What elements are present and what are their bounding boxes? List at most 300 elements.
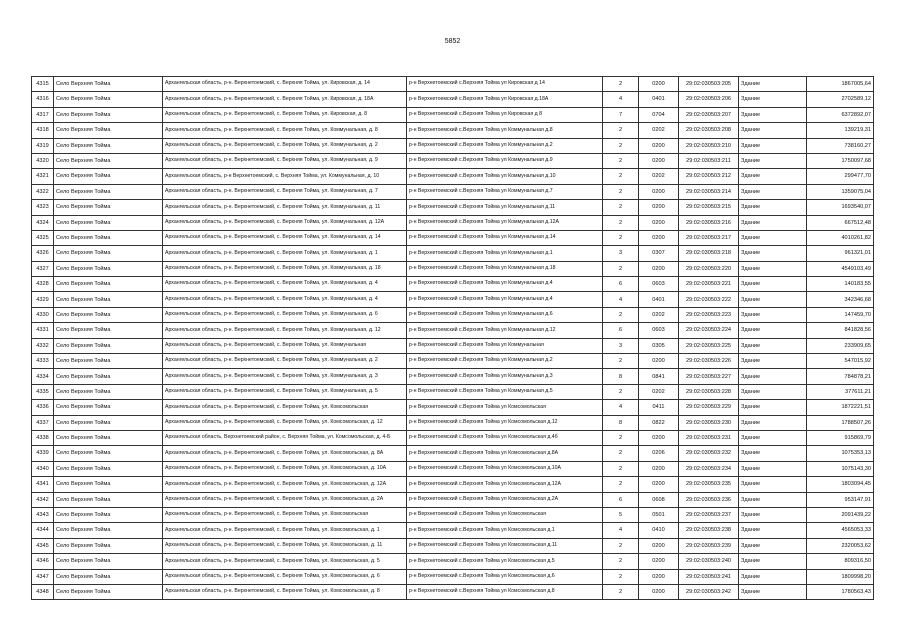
short-address-cell: р-н Верхнетоемский с.Верхняя Тойма ул Кировская д.18А bbox=[407, 92, 603, 107]
object-type-cell: Здание bbox=[739, 200, 807, 215]
short-address-cell: р-н Верхнетоемский с.Верхняя Тойма ул Комсомольская д.12 bbox=[407, 415, 603, 430]
settlement-cell: Село Верхняя Тойма bbox=[54, 338, 163, 353]
short-address-cell: р-н Верхнетоемский с.Верхняя Тойма ул Комсомольская д.1 bbox=[407, 523, 603, 538]
address-cell: Архангельская область, р-н. Верхнетоемский, с. Верхняя Тойма, ул. Коммунальная bbox=[163, 338, 407, 353]
object-type-cell: Здание bbox=[739, 277, 807, 292]
settlement-cell: Село Верхняя Тойма bbox=[54, 107, 163, 122]
cadastral-value-cell: 1803094,45 bbox=[807, 477, 874, 492]
floors-cell: 2 bbox=[603, 230, 639, 245]
floors-cell: 2 bbox=[603, 384, 639, 399]
table-row bbox=[32, 400, 874, 415]
row-number-cell: 4344 bbox=[32, 523, 54, 538]
code-cell: 0410 bbox=[639, 523, 679, 538]
floors-cell: 2 bbox=[603, 184, 639, 199]
cadastral-number-cell: 29:02:030503:232 bbox=[679, 446, 739, 461]
address-cell: Архангельская область, р-н. Верхнетоемский, с. Верхняя Тойма, ул. Коммунальная, д. 12 bbox=[163, 323, 407, 338]
cadastral-value-cell: 140183,55 bbox=[807, 277, 874, 292]
table-body bbox=[32, 77, 874, 600]
cadastral-value-cell: 1809998,20 bbox=[807, 569, 874, 584]
settlement-cell: Село Верхняя Тойма bbox=[54, 477, 163, 492]
object-type-cell: Здание bbox=[739, 169, 807, 184]
settlement-cell: Село Верхняя Тойма bbox=[54, 153, 163, 168]
table-row bbox=[32, 538, 874, 553]
cadastral-value-cell: 1780563,43 bbox=[807, 584, 874, 599]
cadastral-value-cell: 1867005,64 bbox=[807, 77, 874, 92]
cadastral-number-cell: 29:02:030503:214 bbox=[679, 184, 739, 199]
address-cell: Архангельская область, р-н. Верхнетоемский, с. Верхняя Тойма, ул. Комсомольская bbox=[163, 507, 407, 522]
floors-cell: 5 bbox=[603, 507, 639, 522]
short-address-cell: р-н Верхнетоемский с.Верхняя Тойма ул Коммунальная д.10 bbox=[407, 169, 603, 184]
cadastral-value-cell: 4010261,82 bbox=[807, 230, 874, 245]
short-address-cell: р-н Верхнетоемский с.Верхняя Тойма ул Коммунальная д.4 bbox=[407, 292, 603, 307]
code-cell: 0200 bbox=[639, 430, 679, 445]
cadastral-number-cell: 29:02:030503:215 bbox=[679, 200, 739, 215]
cadastral-number-cell: 29:02:030503:205 bbox=[679, 77, 739, 92]
code-cell: 0822 bbox=[639, 415, 679, 430]
cadastral-value-cell: 809316,50 bbox=[807, 554, 874, 569]
settlement-cell: Село Верхняя Тойма bbox=[54, 430, 163, 445]
cadastral-value-cell: 1075143,30 bbox=[807, 461, 874, 476]
settlement-cell: Село Верхняя Тойма bbox=[54, 584, 163, 599]
address-cell: Архангельская область, р-н. Верхнетоемский, с. Верхняя Тойма, ул. Комсомольская, д. 12 bbox=[163, 415, 407, 430]
floors-cell: 4 bbox=[603, 523, 639, 538]
short-address-cell: р-н Верхнетоемский с.Верхняя Тойма ул Коммунальная д.8 bbox=[407, 123, 603, 138]
cadastral-value-cell: 961321,01 bbox=[807, 246, 874, 261]
code-cell: 0200 bbox=[639, 569, 679, 584]
row-number-cell: 4332 bbox=[32, 338, 54, 353]
cadastral-value-cell: 953147,91 bbox=[807, 492, 874, 507]
cadastral-value-cell: 547015,92 bbox=[807, 354, 874, 369]
settlement-cell: Село Верхняя Тойма bbox=[54, 215, 163, 230]
object-type-cell: Здание bbox=[739, 461, 807, 476]
floors-cell: 2 bbox=[603, 354, 639, 369]
settlement-cell: Село Верхняя Тойма bbox=[54, 554, 163, 569]
address-cell: Архангельская область, р-н. Верхнетоемский, с. Верхняя Тойма, ул. Коммунальная, д. 4 bbox=[163, 277, 407, 292]
cadastral-value-cell: 299477,70 bbox=[807, 169, 874, 184]
object-type-cell: Здание bbox=[739, 307, 807, 322]
cadastral-value-cell: 1750097,68 bbox=[807, 153, 874, 168]
address-cell: Архангельская область, р-н. Верхнетоемский, с. Верхняя Тойма, ул. Комсомольская, д. 5 bbox=[163, 554, 407, 569]
floors-cell: 2 bbox=[603, 77, 639, 92]
address-cell: Архангельская область, р-н. Верхнетоемский, с. Верхняя Тойма, ул. Комсомольская, д. 8А bbox=[163, 446, 407, 461]
cadastral-value-cell: 342346,68 bbox=[807, 292, 874, 307]
address-cell: Архангельская область, р-н. Верхнетоемский, с. Верхняя Тойма, ул. Комсомольская, д. 1 bbox=[163, 523, 407, 538]
settlement-cell: Село Верхняя Тойма bbox=[54, 369, 163, 384]
code-cell: 0200 bbox=[639, 354, 679, 369]
table-row bbox=[32, 384, 874, 399]
table-row bbox=[32, 477, 874, 492]
cadastral-value-cell: 784878,21 bbox=[807, 369, 874, 384]
code-cell: 0202 bbox=[639, 307, 679, 322]
row-number-cell: 4335 bbox=[32, 384, 54, 399]
floors-cell: 2 bbox=[603, 215, 639, 230]
object-type-cell: Здание bbox=[739, 477, 807, 492]
cadastral-value-cell: 147459,70 bbox=[807, 307, 874, 322]
short-address-cell: р-н Верхнетоемский с.Верхняя Тойма ул Комсомольская д.10А bbox=[407, 461, 603, 476]
cadastral-number-cell: 29:02:030503:206 bbox=[679, 92, 739, 107]
cadastral-value-cell: 1359075,04 bbox=[807, 184, 874, 199]
cadastral-number-cell: 29:02:030503:242 bbox=[679, 584, 739, 599]
object-type-cell: Здание bbox=[739, 430, 807, 445]
cadastral-value-cell: 4565053,33 bbox=[807, 523, 874, 538]
short-address-cell: р-н Верхнетоемский с.Верхняя Тойма ул Комсомольская д.2А bbox=[407, 492, 603, 507]
address-cell: Архангельская область, р-н. Верхнетоемский, с. Верхняя Тойма, ул. Коммунальная, д. 5 bbox=[163, 384, 407, 399]
row-number-cell: 4347 bbox=[32, 569, 54, 584]
short-address-cell: р-н Верхнетоемский с.Верхняя Тойма ул Комсомольская д.5 bbox=[407, 554, 603, 569]
floors-cell: 4 bbox=[603, 400, 639, 415]
settlement-cell: Село Верхняя Тойма bbox=[54, 92, 163, 107]
short-address-cell: р-н Верхнетоемский с.Верхняя Тойма ул Кировская д 8 bbox=[407, 107, 603, 122]
object-type-cell: Здание bbox=[739, 584, 807, 599]
code-cell: 0603 bbox=[639, 323, 679, 338]
short-address-cell: р-н Верхнетоемский с.Верхняя Тойма ул Коммунальная д.2 bbox=[407, 138, 603, 153]
row-number-cell: 4345 bbox=[32, 538, 54, 553]
row-number-cell: 4317 bbox=[32, 107, 54, 122]
short-address-cell: р-н Верхнетоемский с.Верхняя Тойма ул Коммунальная д.18 bbox=[407, 261, 603, 276]
settlement-cell: Село Верхняя Тойма bbox=[54, 261, 163, 276]
row-number-cell: 4338 bbox=[32, 430, 54, 445]
row-number-cell: 4316 bbox=[32, 92, 54, 107]
settlement-cell: Село Верхняя Тойма bbox=[54, 230, 163, 245]
cadastral-number-cell: 29:02:030503:236 bbox=[679, 492, 739, 507]
object-type-cell: Здание bbox=[739, 354, 807, 369]
cadastral-number-cell: 29:02:030503:234 bbox=[679, 461, 739, 476]
table-row bbox=[32, 123, 874, 138]
table-row bbox=[32, 261, 874, 276]
cadastral-value-cell: 841828,56 bbox=[807, 323, 874, 338]
short-address-cell: р-н Верхнетоемский с.Верхняя Тойма ул Коммунальная д.12А bbox=[407, 215, 603, 230]
table-row bbox=[32, 92, 874, 107]
row-number-cell: 4321 bbox=[32, 169, 54, 184]
cadastral-value-cell: 139219,31 bbox=[807, 123, 874, 138]
settlement-cell: Село Верхняя Тойма bbox=[54, 200, 163, 215]
settlement-cell: Село Верхняя Тойма bbox=[54, 123, 163, 138]
cadastral-value-cell: 1788507,26 bbox=[807, 415, 874, 430]
cadastral-number-cell: 29:02:030503:208 bbox=[679, 123, 739, 138]
table-row bbox=[32, 169, 874, 184]
object-type-cell: Здание bbox=[739, 400, 807, 415]
row-number-cell: 4322 bbox=[32, 184, 54, 199]
object-type-cell: Здание bbox=[739, 384, 807, 399]
code-cell: 0202 bbox=[639, 123, 679, 138]
settlement-cell: Село Верхняя Тойма bbox=[54, 538, 163, 553]
settlement-cell: Село Верхняя Тойма bbox=[54, 415, 163, 430]
cadastral-number-cell: 29:02:030503:235 bbox=[679, 477, 739, 492]
floors-cell: 2 bbox=[603, 584, 639, 599]
row-number-cell: 4339 bbox=[32, 446, 54, 461]
floors-cell: 4 bbox=[603, 292, 639, 307]
short-address-cell: р-н Верхнетоемский с.Верхняя Тойма ул Комсомольская д.8 bbox=[407, 584, 603, 599]
object-type-cell: Здание bbox=[739, 446, 807, 461]
floors-cell: 6 bbox=[603, 323, 639, 338]
address-cell: Архангельская область, р-н. Верхнетоемский, с. Верхняя Тойма, ул. Кировская, д. 14 bbox=[163, 77, 407, 92]
address-cell: Архангельская область, р-н. Верхнетоемский, с. Верхняя Тойма, ул. Комсомольская, д. 11 bbox=[163, 538, 407, 553]
cadastral-number-cell: 29:02:030503:227 bbox=[679, 369, 739, 384]
cadastral-value-cell: 2702589,12 bbox=[807, 92, 874, 107]
object-type-cell: Здание bbox=[739, 123, 807, 138]
floors-cell: 2 bbox=[603, 123, 639, 138]
code-cell: 0202 bbox=[639, 169, 679, 184]
floors-cell: 2 bbox=[603, 446, 639, 461]
cadastral-number-cell: 29:02:030503:238 bbox=[679, 523, 739, 538]
address-cell: Архангельская область, р-н. Верхнетоемский, с. Верхняя Тойма, ул. Комсомольская, д. 10А bbox=[163, 461, 407, 476]
short-address-cell: р-н Верхнетоемский с.Верхняя Тойма ул Коммунальная д.12 bbox=[407, 323, 603, 338]
floors-cell: 2 bbox=[603, 261, 639, 276]
address-cell: Архангельская область, р-н. Верхнетоемский, с. Верхняя Тойма, ул. Комсомольская, д. 6 bbox=[163, 569, 407, 584]
table-row bbox=[32, 323, 874, 338]
floors-cell: 2 bbox=[603, 307, 639, 322]
table-row bbox=[32, 584, 874, 599]
address-cell: Архангельская область, р-н. Верхнетоемский, с. Верхняя Тойма, ул. Комсомольская, д. 2А bbox=[163, 492, 407, 507]
address-cell: Архангельская область, р-н. Верхнетоемский, с. Верхняя Тойма, ул. Коммунальная, д. 2 bbox=[163, 354, 407, 369]
floors-cell: 2 bbox=[603, 477, 639, 492]
row-number-cell: 4327 bbox=[32, 261, 54, 276]
floors-cell: 4 bbox=[603, 92, 639, 107]
object-type-cell: Здание bbox=[739, 153, 807, 168]
address-cell: Архангельская область, р-н. Верхнетоемский, с. Верхняя Тойма, ул. Коммунальная, д. 1 bbox=[163, 246, 407, 261]
cadastral-number-cell: 29:02:030503:222 bbox=[679, 292, 739, 307]
page-number: 5852 bbox=[444, 38, 461, 45]
address-cell: Архангельская область, р-н. Верхнетоемский, с. Верхняя Тойма, ул. Комсомольская, д. 8 bbox=[163, 584, 407, 599]
row-number-cell: 4340 bbox=[32, 461, 54, 476]
code-cell: 0200 bbox=[639, 261, 679, 276]
row-number-cell: 4319 bbox=[32, 138, 54, 153]
code-cell: 0200 bbox=[639, 138, 679, 153]
object-type-cell: Здание bbox=[739, 523, 807, 538]
table-row bbox=[32, 430, 874, 445]
object-type-cell: Здание bbox=[739, 292, 807, 307]
table-row bbox=[32, 523, 874, 538]
table-row bbox=[32, 338, 874, 353]
floors-cell: 6 bbox=[603, 492, 639, 507]
cadastral-number-cell: 29:02:030503:212 bbox=[679, 169, 739, 184]
address-cell: Архангельская область, р-н. Верхнетоемский, с. Верхняя Тойма, ул. Коммунальная, д. 6 bbox=[163, 307, 407, 322]
code-cell: 0200 bbox=[639, 230, 679, 245]
short-address-cell: р-н Верхнетоемский с.Верхняя Тойма ул Коммунальная д.5 bbox=[407, 384, 603, 399]
floors-cell: 2 bbox=[603, 538, 639, 553]
row-number-cell: 4333 bbox=[32, 354, 54, 369]
floors-cell: 2 bbox=[603, 461, 639, 476]
code-cell: 0401 bbox=[639, 292, 679, 307]
short-address-cell: р-н Верхнетоемский с.Верхняя Тойма ул Комсомольская д.8А bbox=[407, 446, 603, 461]
settlement-cell: Село Верхняя Тойма bbox=[54, 323, 163, 338]
short-address-cell: р-н Верхнетоемский с.Верхняя Тойма ул Коммунальная д.2 bbox=[407, 354, 603, 369]
settlement-cell: Село Верхняя Тойма bbox=[54, 184, 163, 199]
table-row bbox=[32, 307, 874, 322]
object-type-cell: Здание bbox=[739, 184, 807, 199]
short-address-cell: р-н Верхнетоемский с.Верхняя Тойма ул Коммунальная д.6 bbox=[407, 307, 603, 322]
object-type-cell: Здание bbox=[739, 138, 807, 153]
address-cell: Архангельская область, р-н Верхнетоемский, с. Верхняя Тойма, ул. Коммунальная, д. 10 bbox=[163, 169, 407, 184]
code-cell: 0501 bbox=[639, 507, 679, 522]
table-row bbox=[32, 461, 874, 476]
settlement-cell: Село Верхняя Тойма bbox=[54, 446, 163, 461]
cadastral-number-cell: 29:02:030503:217 bbox=[679, 230, 739, 245]
table-row bbox=[32, 153, 874, 168]
row-number-cell: 4323 bbox=[32, 200, 54, 215]
address-cell: Архангельская область, р-н. Верхнетоемский, с. Верхняя Тойма, ул. Коммунальная, д. 14 bbox=[163, 230, 407, 245]
code-cell: 0202 bbox=[639, 384, 679, 399]
code-cell: 0200 bbox=[639, 538, 679, 553]
settlement-cell: Село Верхняя Тойма bbox=[54, 246, 163, 261]
address-cell: Архангельская область, р-н. Верхнетоемский, с. Верхняя Тойма, ул. Коммунальная, д. 8 bbox=[163, 123, 407, 138]
settlement-cell: Село Верхняя Тойма bbox=[54, 400, 163, 415]
cadastral-number-cell: 29:02:030503:223 bbox=[679, 307, 739, 322]
table-row bbox=[32, 446, 874, 461]
code-cell: 0704 bbox=[639, 107, 679, 122]
table-row bbox=[32, 200, 874, 215]
floors-cell: 2 bbox=[603, 430, 639, 445]
short-address-cell: р-н Верхнетоемский с.Верхняя Тойма ул Кировская д 14 bbox=[407, 77, 603, 92]
settlement-cell: Село Верхняя Тойма bbox=[54, 461, 163, 476]
short-address-cell: р-н Верхнетоемский с.Верхняя Тойма ул Коммунальная bbox=[407, 338, 603, 353]
row-number-cell: 4328 bbox=[32, 277, 54, 292]
code-cell: 0200 bbox=[639, 153, 679, 168]
cadastral-value-cell: 1075353,13 bbox=[807, 446, 874, 461]
cadastral-number-cell: 29:02:030503:240 bbox=[679, 554, 739, 569]
cadastral-number-cell: 29:02:030503:230 bbox=[679, 415, 739, 430]
table-row bbox=[32, 415, 874, 430]
cadastral-value-cell: 4549103,49 bbox=[807, 261, 874, 276]
short-address-cell: р-н Верхнетоемский с.Верхняя Тойма ул Коммунальная д.7 bbox=[407, 184, 603, 199]
code-cell: 0200 bbox=[639, 461, 679, 476]
registry-table bbox=[31, 76, 874, 600]
short-address-cell: р-н Верхнетоемский с.Верхняя Тойма ул Комсомольская д.11 bbox=[407, 538, 603, 553]
cadastral-number-cell: 29:02:030503:220 bbox=[679, 261, 739, 276]
table-row bbox=[32, 507, 874, 522]
code-cell: 0200 bbox=[639, 77, 679, 92]
floors-cell: 2 bbox=[603, 169, 639, 184]
cadastral-number-cell: 29:02:030503:207 bbox=[679, 107, 739, 122]
cadastral-value-cell: 2091439,22 bbox=[807, 507, 874, 522]
short-address-cell: р-н Верхнетоемский с.Верхняя Тойма ул Комсомольская bbox=[407, 507, 603, 522]
object-type-cell: Здание bbox=[739, 415, 807, 430]
cadastral-value-cell: 1872221,51 bbox=[807, 400, 874, 415]
object-type-cell: Здание bbox=[739, 492, 807, 507]
row-number-cell: 4318 bbox=[32, 123, 54, 138]
short-address-cell: р-н Верхнетоемский с.Верхняя Тойма ул Комсомольская д.12А bbox=[407, 477, 603, 492]
row-number-cell: 4337 bbox=[32, 415, 54, 430]
row-number-cell: 4325 bbox=[32, 230, 54, 245]
code-cell: 0608 bbox=[639, 492, 679, 507]
short-address-cell: р-н Верхнетоемский с.Верхняя Тойма ул Комсомольская д.4б bbox=[407, 430, 603, 445]
table-row bbox=[32, 107, 874, 122]
object-type-cell: Здание bbox=[739, 323, 807, 338]
address-cell: Архангельская область, р-н. Верхнетоемский, с. Верхняя Тойма, ул. Комсомольская bbox=[163, 400, 407, 415]
code-cell: 0841 bbox=[639, 369, 679, 384]
row-number-cell: 4336 bbox=[32, 400, 54, 415]
table-row bbox=[32, 569, 874, 584]
settlement-cell: Село Верхняя Тойма bbox=[54, 307, 163, 322]
short-address-cell: р-н Верхнетоемский с.Верхняя Тойма ул Комсомольская д.6 bbox=[407, 569, 603, 584]
floors-cell: 2 bbox=[603, 153, 639, 168]
cadastral-value-cell: 1693540,07 bbox=[807, 200, 874, 215]
row-number-cell: 4329 bbox=[32, 292, 54, 307]
cadastral-number-cell: 29:02:030503:229 bbox=[679, 400, 739, 415]
cadastral-number-cell: 29:02:030503:211 bbox=[679, 153, 739, 168]
cadastral-value-cell: 233909,65 bbox=[807, 338, 874, 353]
short-address-cell: р-н Верхнетоемский с.Верхняя Тойма ул Коммунальная д.9 bbox=[407, 153, 603, 168]
floors-cell: 8 bbox=[603, 369, 639, 384]
table-row bbox=[32, 369, 874, 384]
object-type-cell: Здание bbox=[739, 77, 807, 92]
code-cell: 0200 bbox=[639, 584, 679, 599]
address-cell: Архангельская область, р-н. Верхнетоемский, с. Верхняя Тойма, ул. Коммунальная, д. 9 bbox=[163, 153, 407, 168]
settlement-cell: Село Верхняя Тойма bbox=[54, 138, 163, 153]
row-number-cell: 4330 bbox=[32, 307, 54, 322]
object-type-cell: Здание bbox=[739, 92, 807, 107]
cadastral-value-cell: 2320053,62 bbox=[807, 538, 874, 553]
code-cell: 0411 bbox=[639, 400, 679, 415]
address-cell: Архангельская область, р-н. Верхнетоемский, с. Верхняя Тойма, ул. Коммунальная, д. 7 bbox=[163, 184, 407, 199]
address-cell: Архангельская область, р-н. Верхнетоемский, с. Верхняя Тойма, ул. Кировская, д. 18А bbox=[163, 92, 407, 107]
object-type-cell: Здание bbox=[739, 369, 807, 384]
cadastral-number-cell: 29:02:030503:210 bbox=[679, 138, 739, 153]
row-number-cell: 4320 bbox=[32, 153, 54, 168]
settlement-cell: Село Верхняя Тойма bbox=[54, 507, 163, 522]
row-number-cell: 4346 bbox=[32, 554, 54, 569]
code-cell: 0200 bbox=[639, 184, 679, 199]
address-cell: Архангельская область, р-н. Верхнетоемский, с. Верхняя Тойма, ул. Коммунальная, д. 4 bbox=[163, 292, 407, 307]
address-cell: Архангельская область, Верхнетоемский район, с. Верхняя Тойма, ул. Комсомольская, д. 4-Б bbox=[163, 430, 407, 445]
floors-cell: 3 bbox=[603, 338, 639, 353]
floors-cell: 8 bbox=[603, 415, 639, 430]
object-type-cell: Здание bbox=[739, 538, 807, 553]
settlement-cell: Село Верхняя Тойма bbox=[54, 169, 163, 184]
row-number-cell: 4315 bbox=[32, 77, 54, 92]
cadastral-value-cell: 6372892,07 bbox=[807, 107, 874, 122]
cadastral-value-cell: 738160,27 bbox=[807, 138, 874, 153]
cadastral-number-cell: 29:02:030503:221 bbox=[679, 277, 739, 292]
short-address-cell: р-н Верхнетоемский с.Верхняя Тойма ул Коммунальная д.3 bbox=[407, 369, 603, 384]
table-row bbox=[32, 277, 874, 292]
cadastral-number-cell: 29:02:030503:231 bbox=[679, 430, 739, 445]
row-number-cell: 4331 bbox=[32, 323, 54, 338]
address-cell: Архангельская область, р-н. Верхнетоемский, с. Верхняя Тойма, ул. Комсомольская, д. 12А bbox=[163, 477, 407, 492]
floors-cell: 2 bbox=[603, 554, 639, 569]
row-number-cell: 4348 bbox=[32, 584, 54, 599]
object-type-cell: Здание bbox=[739, 338, 807, 353]
address-cell: Архангельская область, р-н. Верхнетоемский, с. Верхняя Тойма, ул. Кировская, д. 8 bbox=[163, 107, 407, 122]
object-type-cell: Здание bbox=[739, 246, 807, 261]
address-cell: Архангельская область, р-н. Верхнетоемский, с. Верхняя Тойма, ул. Коммунальная, д. 3 bbox=[163, 369, 407, 384]
address-cell: Архангельская область, р-н. Верхнетоемский, с. Верхняя Тойма, ул. Коммунальная, д. 18 bbox=[163, 261, 407, 276]
cadastral-value-cell: 915869,79 bbox=[807, 430, 874, 445]
table-row bbox=[32, 77, 874, 92]
object-type-cell: Здание bbox=[739, 507, 807, 522]
cadastral-number-cell: 29:02:030503:218 bbox=[679, 246, 739, 261]
code-cell: 0200 bbox=[639, 554, 679, 569]
floors-cell: 7 bbox=[603, 107, 639, 122]
short-address-cell: р-н Верхнетоемский с.Верхняя Тойма ул Комсомольская bbox=[407, 400, 603, 415]
short-address-cell: р-н Верхнетоемский с.Верхняя Тойма ул Коммунальная д.11 bbox=[407, 200, 603, 215]
cadastral-value-cell: 377611,21 bbox=[807, 384, 874, 399]
code-cell: 0200 bbox=[639, 200, 679, 215]
object-type-cell: Здание bbox=[739, 554, 807, 569]
cadastral-number-cell: 29:02:030503:228 bbox=[679, 384, 739, 399]
floors-cell: 6 bbox=[603, 277, 639, 292]
table-row bbox=[32, 354, 874, 369]
table-row bbox=[32, 246, 874, 261]
floors-cell: 3 bbox=[603, 246, 639, 261]
settlement-cell: Село Верхняя Тойма bbox=[54, 523, 163, 538]
floors-cell: 2 bbox=[603, 200, 639, 215]
floors-cell: 2 bbox=[603, 138, 639, 153]
object-type-cell: Здание bbox=[739, 107, 807, 122]
settlement-cell: Село Верхняя Тойма bbox=[54, 354, 163, 369]
short-address-cell: р-н Верхнетоемский с.Верхняя Тойма ул Коммунальная д.14 bbox=[407, 230, 603, 245]
code-cell: 0200 bbox=[639, 215, 679, 230]
